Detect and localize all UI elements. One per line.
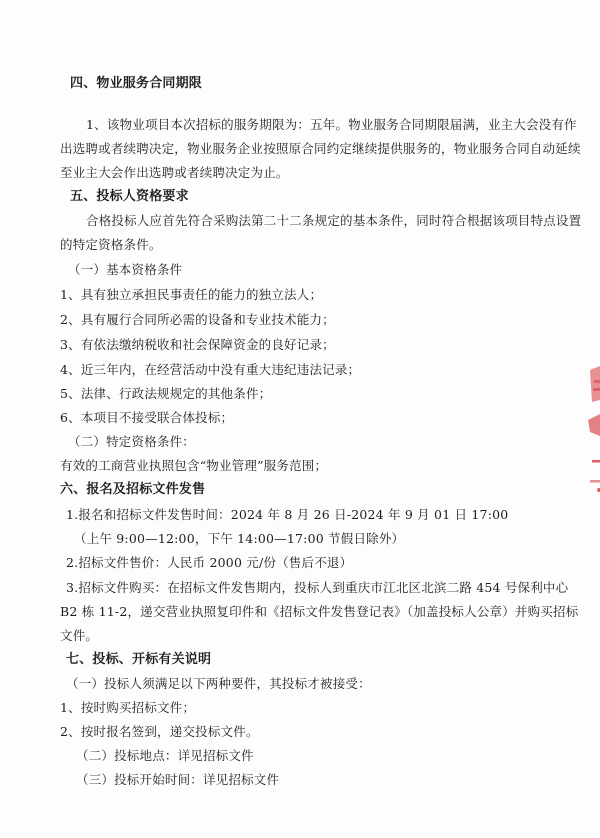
section-5-item-2: 2、具有履行合同所必需的设备和专业技术能力； — [60, 312, 335, 327]
section-6-item-3-line-3: 文件。 — [60, 628, 99, 643]
section-5-item-6: 6、本项目不接受联合体投标； — [60, 410, 234, 425]
section-5-subheading-specific: （二）特定资格条件： — [68, 434, 196, 449]
section-4-paragraph-line-1: 1、该物业项目本次招标的服务期限为：五年。物业服务合同期限届满，业主大会没有作 — [86, 117, 577, 132]
section-5-paragraph-line-2: 的特定资格条件。 — [60, 237, 162, 252]
section-6-item-2: 2.招标文件售价：人民币 2000 元/份（售后不退） — [66, 555, 353, 570]
section-6-item-1: 1.报名和招标文件发售时间：2024 年 8 月 26 日-2024 年 9 月 01 日 17:00 — [66, 507, 509, 522]
section-7-subheading-requirements: （一）投标人须满足以下两种要件，其投标才被接受： — [66, 676, 371, 691]
section-7-subheading-start-time: （三）投标开始时间：详见招标文件 — [76, 772, 280, 787]
section-7-subheading-location: （二）投标地点：详见招标文件 — [76, 748, 254, 763]
section-6-item-1-hours: （上午 9:00—12:00，下午 14:00—17:00 节假日除外） — [74, 531, 405, 546]
section-4-heading: 四、物业服务合同期限 — [70, 76, 203, 91]
partial-seal-stamp — [570, 340, 600, 510]
section-5-item-1: 1、具有独立承担民事责任的能力的独立法人； — [60, 287, 323, 302]
section-5-item-4: 4、近三年内，在经营活动中没有重大违纪违法记录； — [60, 362, 361, 377]
section-6-heading: 六、报名及招标文件发售 — [60, 482, 206, 497]
section-7-item-1: 1、按时购买招标文件； — [60, 700, 196, 715]
section-5-item-3: 3、有依法缴纳税收和社会保障资金的良好记录； — [60, 337, 335, 352]
section-6-item-3-line-2: B2 栋 11-2，递交营业执照复印件和《招标文件发售登记表》（加盖投标人公章）并购买招标 — [60, 604, 579, 619]
section-4-paragraph-line-2: 出选聘或者续聘决定，物业服务企业按照原合同约定继续提供服务的，物业服务合同自动延续 — [60, 141, 581, 156]
section-5-paragraph-line-1: 合格投标人应首先符合采购法第二十二条规定的基本条件，同时符合根据该项目特点设置 — [86, 213, 582, 228]
section-7-item-2: 2、按时报名签到，递交投标文件。 — [60, 724, 259, 739]
section-5-subheading-basic: （一）基本资格条件 — [68, 262, 183, 277]
section-7-heading: 七、投标、开标有关说明 — [66, 652, 212, 667]
section-5-specific-text: 有效的工商营业执照包含“物业管理”服务范围； — [60, 458, 328, 473]
section-4-paragraph-line-3: 至业主大会作出选聘或者续聘决定为止。 — [60, 165, 289, 180]
section-6-item-3-line-1: 3.招标文件购买：在招标文件发售期内，投标人到重庆市江北区北滨二路 454 号保利中心 — [66, 580, 569, 595]
section-5-heading: 五、投标人资格要求 — [70, 189, 189, 204]
section-5-item-5: 5、法律、行政法规规定的其他条件； — [60, 386, 272, 401]
